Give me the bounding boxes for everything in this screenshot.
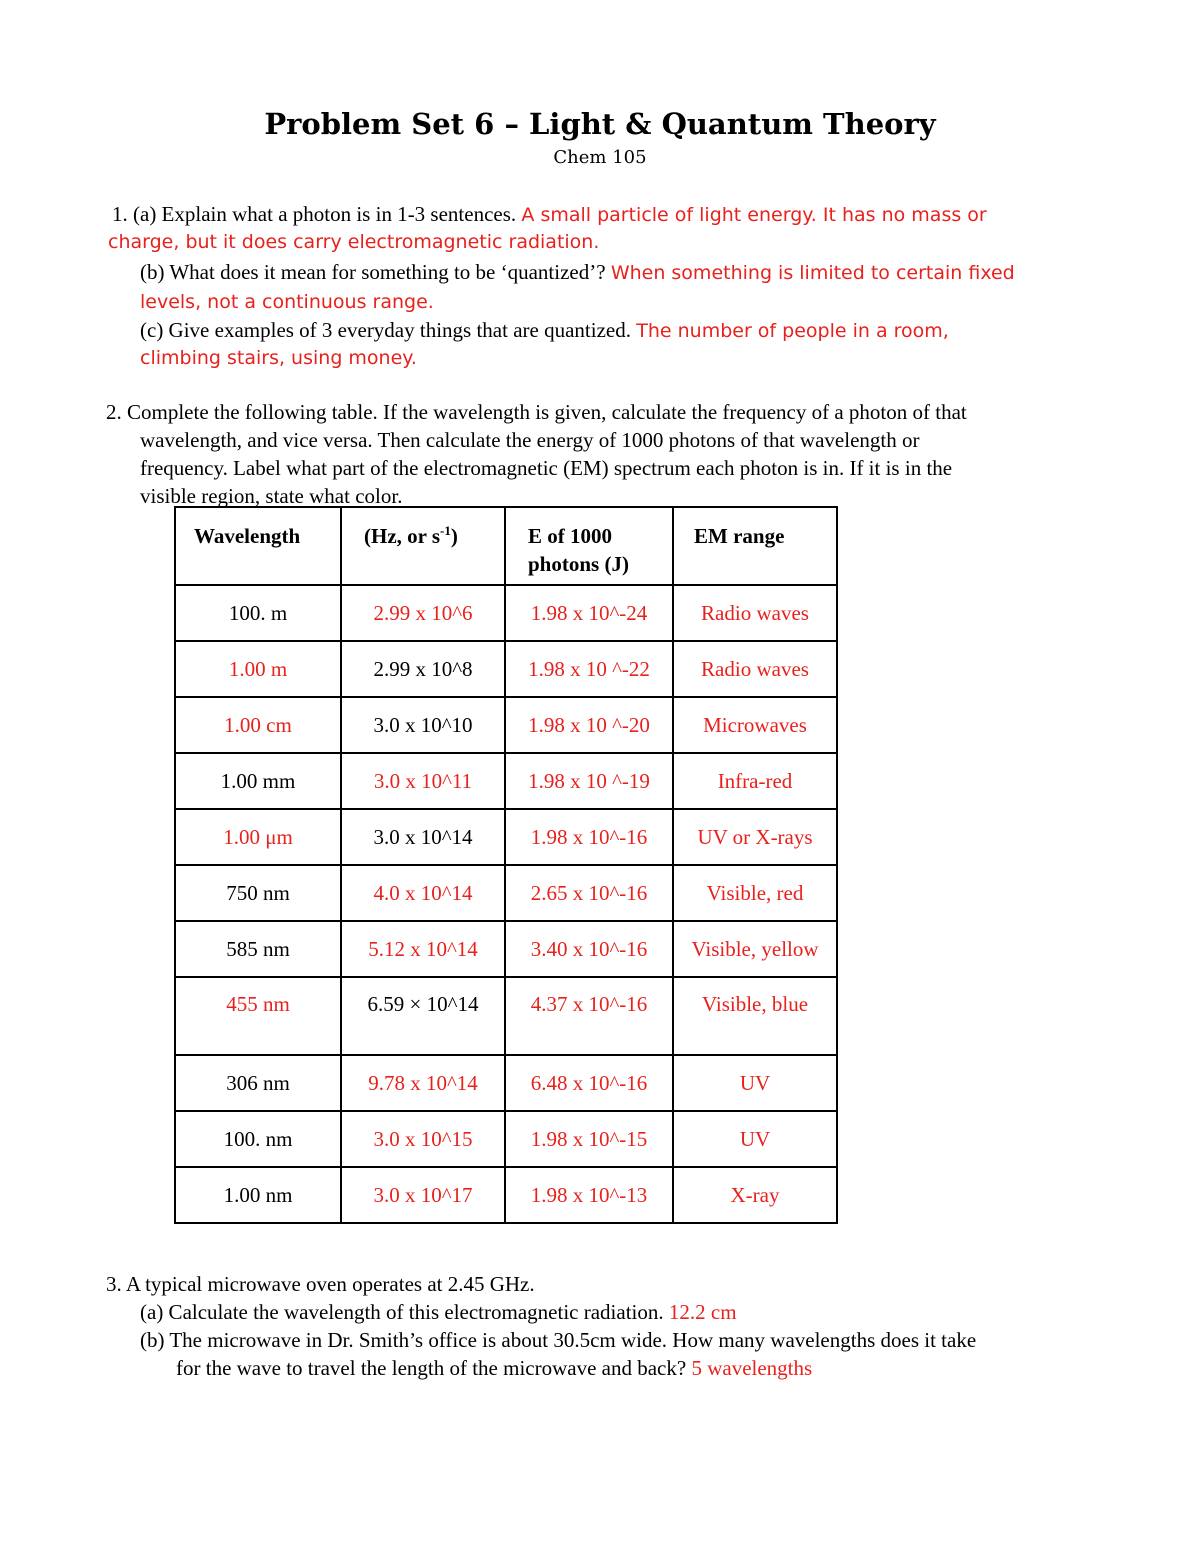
table-row: [175, 585, 837, 641]
em-spectrum-table: [174, 506, 838, 1224]
cell-wavelength: 100. nm: [175, 1111, 341, 1167]
cell-wavelength: 1.00 mm: [175, 753, 341, 809]
q3-question: 3. A typical microwave oven operates at 2.45 GHz.: [106, 1272, 535, 1296]
q2-line-1: 2. Complete the following table. If the wavelength is given, calculate the frequency of a photon of that: [106, 400, 967, 424]
cell-em-range: Visible, yellow: [673, 921, 837, 977]
header-frequency: (Hz, or $s^{-1}$): [341, 507, 505, 585]
cell-em-range: Microwaves: [673, 697, 837, 753]
cell-frequency: 4.0 x 10^14: [341, 865, 505, 921]
page-title: Problem Set 6 – Light & Quantum Theory: [264, 107, 936, 141]
cell-frequency: 2.99 x 10^8: [341, 641, 505, 697]
cell-energy: 2.65 x 10^-16: [505, 865, 673, 921]
q1c-question: (c) Give examples of 3 everyday things that are quantized.: [140, 318, 631, 342]
cell-wavelength: 1.00 μm: [175, 809, 341, 865]
cell-energy: 1.98 x 10^-13: [505, 1167, 673, 1223]
q3b-question-cont: for the wave to travel the length of the microwave and back?: [176, 1356, 687, 1380]
cell-wavelength: 1.00 m: [175, 641, 341, 697]
q3a-answer: 12.2 cm: [668, 1300, 737, 1324]
q1b-line: [140, 258, 1015, 287]
cell-em-range: UV: [673, 1111, 837, 1167]
cell-wavelength: 455 nm: [175, 977, 341, 1055]
table-row: [175, 1055, 837, 1111]
cell-em-range: UV or X-rays: [673, 809, 837, 865]
cell-frequency: 3.0 x 10^15: [341, 1111, 505, 1167]
q1c-answer: The number of people in a room,: [636, 320, 949, 342]
q1c-answer-cont: climbing stairs, using money.: [140, 347, 417, 369]
q3a-line: [140, 1298, 737, 1326]
cell-energy: 1.98 x 10 ^-22: [505, 641, 673, 697]
table-row: [175, 977, 837, 1055]
table-row: [175, 865, 837, 921]
q1c-line: [140, 316, 949, 345]
header-energy: E of 1000 photons (J): [505, 507, 673, 585]
q1a-answer-cont: charge, but it does carry electromagnetic radiation.: [108, 231, 600, 253]
q1a-question: 1. (a) Explain what a photon is in 1-3 sentences.: [112, 202, 517, 226]
q1a-answer: A small particle of light energy. It has no mass or: [521, 204, 987, 226]
cell-frequency: 3.0 x 10^17: [341, 1167, 505, 1223]
cell-em-range: Radio waves: [673, 641, 837, 697]
cell-energy: 4.37 x 10^-16: [505, 977, 673, 1055]
table-header-row: [175, 507, 837, 585]
q1a-line: [112, 200, 987, 229]
header-em-range: EM range: [673, 507, 837, 585]
cell-frequency: 9.78 x 10^14: [341, 1055, 505, 1111]
cell-em-range: Visible, blue: [673, 977, 837, 1055]
table-row: [175, 1111, 837, 1167]
cell-frequency: 3.0 x 10^11: [341, 753, 505, 809]
cell-frequency: 2.99 x 10^6: [341, 585, 505, 641]
table-row: [175, 1167, 837, 1223]
q2-line-2: wavelength, and vice versa. Then calculate the energy of 1000 photons of that wavelength or: [140, 428, 920, 452]
cell-frequency: 3.0 x 10^14: [341, 809, 505, 865]
cell-energy: 1.98 x 10^-15: [505, 1111, 673, 1167]
cell-wavelength: 1.00 cm: [175, 697, 341, 753]
q1b-question: (b) What does it mean for something to be ‘quantized’?: [140, 260, 606, 284]
cell-em-range: Radio waves: [673, 585, 837, 641]
page-subtitle: Chem 105: [553, 147, 647, 168]
cell-em-range: Infra-red: [673, 753, 837, 809]
table-row: [175, 753, 837, 809]
cell-em-range: X-ray: [673, 1167, 837, 1223]
header-wavelength: Wavelength: [175, 507, 341, 585]
cell-em-range: Visible, red: [673, 865, 837, 921]
cell-energy: 1.98 x 10 ^-19: [505, 753, 673, 809]
q1b-answer-cont: levels, not a continuous range.: [140, 291, 434, 313]
cell-frequency: 6.59 × 10^14: [341, 977, 505, 1055]
cell-wavelength: 100. m: [175, 585, 341, 641]
q1b-answer: When something is limited to certain fixed: [610, 262, 1015, 284]
q3b-line-1: (b) The microwave in Dr. Smith’s office is about 30.5cm wide. How many wavelengths does it take: [140, 1328, 977, 1352]
q3b-answer: 5 wavelengths: [691, 1356, 813, 1380]
q3b-line-2: [176, 1354, 812, 1382]
table-row: [175, 641, 837, 697]
cell-frequency: 5.12 x 10^14: [341, 921, 505, 977]
table-row: [175, 809, 837, 865]
cell-frequency: 3.0 x 10^10: [341, 697, 505, 753]
cell-wavelength: 585 nm: [175, 921, 341, 977]
cell-energy: 6.48 x 10^-16: [505, 1055, 673, 1111]
table-row: [175, 921, 837, 977]
q2-line-3: frequency. Label what part of the electromagnetic (EM) spectrum each photon is in. If it is in the: [140, 456, 953, 480]
cell-wavelength: 306 nm: [175, 1055, 341, 1111]
cell-em-range: UV: [673, 1055, 837, 1111]
cell-energy: 1.98 x 10^-16: [505, 809, 673, 865]
table-row: [175, 697, 837, 753]
q3a-question: (a) Calculate the wavelength of this electromagnetic radiation.: [140, 1300, 664, 1324]
cell-energy: 1.98 x 10 ^-20: [505, 697, 673, 753]
cell-energy: 1.98 x 10^-24: [505, 585, 673, 641]
cell-wavelength: 750 nm: [175, 865, 341, 921]
cell-wavelength: 1.00 nm: [175, 1167, 341, 1223]
q2-line-4: visible region, state what color.: [140, 484, 403, 508]
cell-energy: 3.40 x 10^-16: [505, 921, 673, 977]
